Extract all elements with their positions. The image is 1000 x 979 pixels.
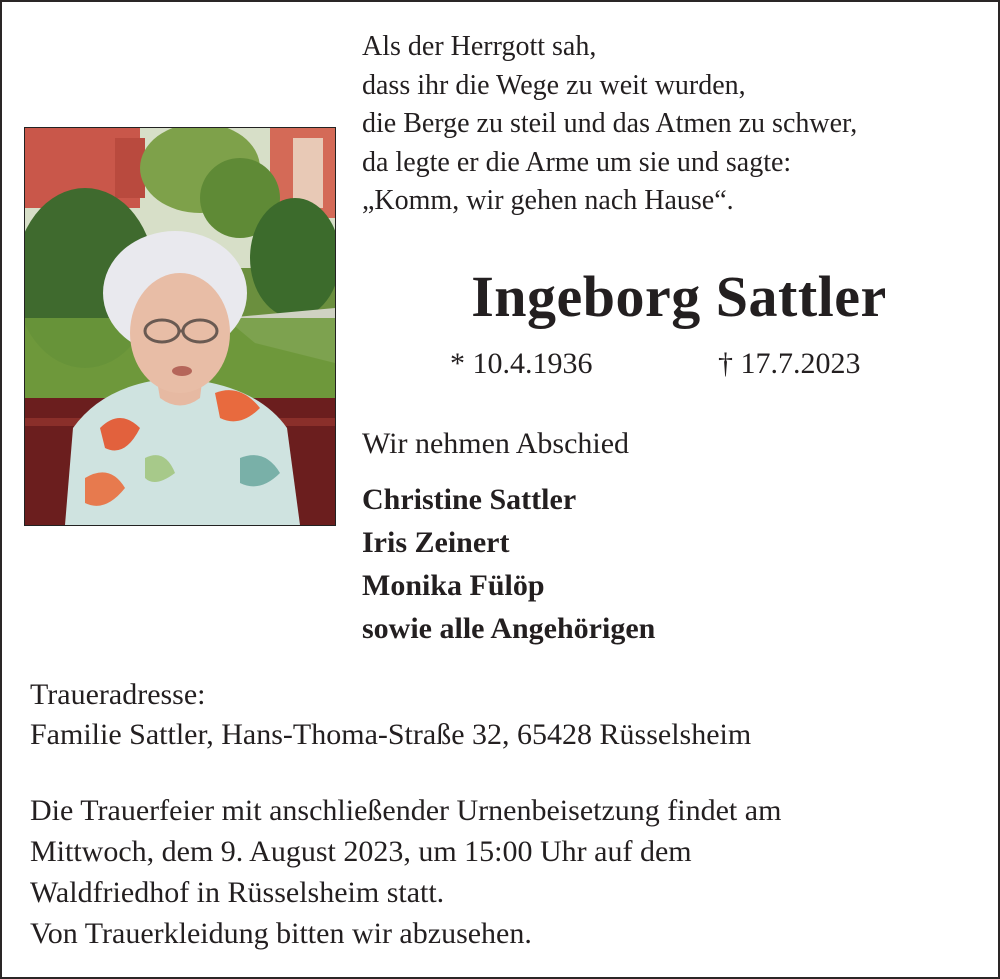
mourner-name: Monika Fülöp <box>362 569 545 602</box>
portrait-photo <box>24 127 336 526</box>
mourners-list <box>362 478 655 650</box>
birth-date: * 10.4.1936 <box>450 347 593 380</box>
poem-line: da legte er die Arme um sie und sagte: <box>362 146 792 178</box>
poem-line: dass ihr die Wege zu weit wurden, <box>362 69 746 101</box>
mourning-address <box>30 675 751 755</box>
deceased-name: Ingeborg Sattler <box>471 264 887 329</box>
poem-line: die Berge zu steil und das Atmen zu schwer, <box>362 108 858 139</box>
ceremony-notice <box>30 790 781 954</box>
portrait-photo-image <box>25 128 335 525</box>
ceremony-line: Waldfriedhof in Rüsselsheim statt. <box>30 876 445 909</box>
poem-line: Als der Herrgott sah, <box>362 31 597 62</box>
mourner-name: Christine Sattler <box>362 483 577 516</box>
ceremony-line: Mittwoch, dem 9. August 2023, um 15:00 Uhr auf dem <box>30 835 692 868</box>
death-date: † 17.7.2023 <box>718 347 861 380</box>
ceremony-line: Die Trauerfeier mit anschließender Urnenbeisetzung findet am <box>30 794 782 827</box>
mourner-name: Iris Zeinert <box>362 526 510 559</box>
address-label: Traueradresse: <box>30 678 206 711</box>
poem-line: „Komm, wir gehen nach Hause“. <box>362 185 734 216</box>
farewell-text: Wir nehmen Abschied <box>362 427 630 460</box>
poem-verse <box>362 28 982 221</box>
mourner-name: sowie alle Angehörigen <box>362 612 656 645</box>
ceremony-line: Von Trauerkleidung bitten wir abzusehen. <box>30 917 532 950</box>
address-value: Familie Sattler, Hans-Thoma-Straße 32, 65428 Rüsselsheim <box>30 718 752 751</box>
